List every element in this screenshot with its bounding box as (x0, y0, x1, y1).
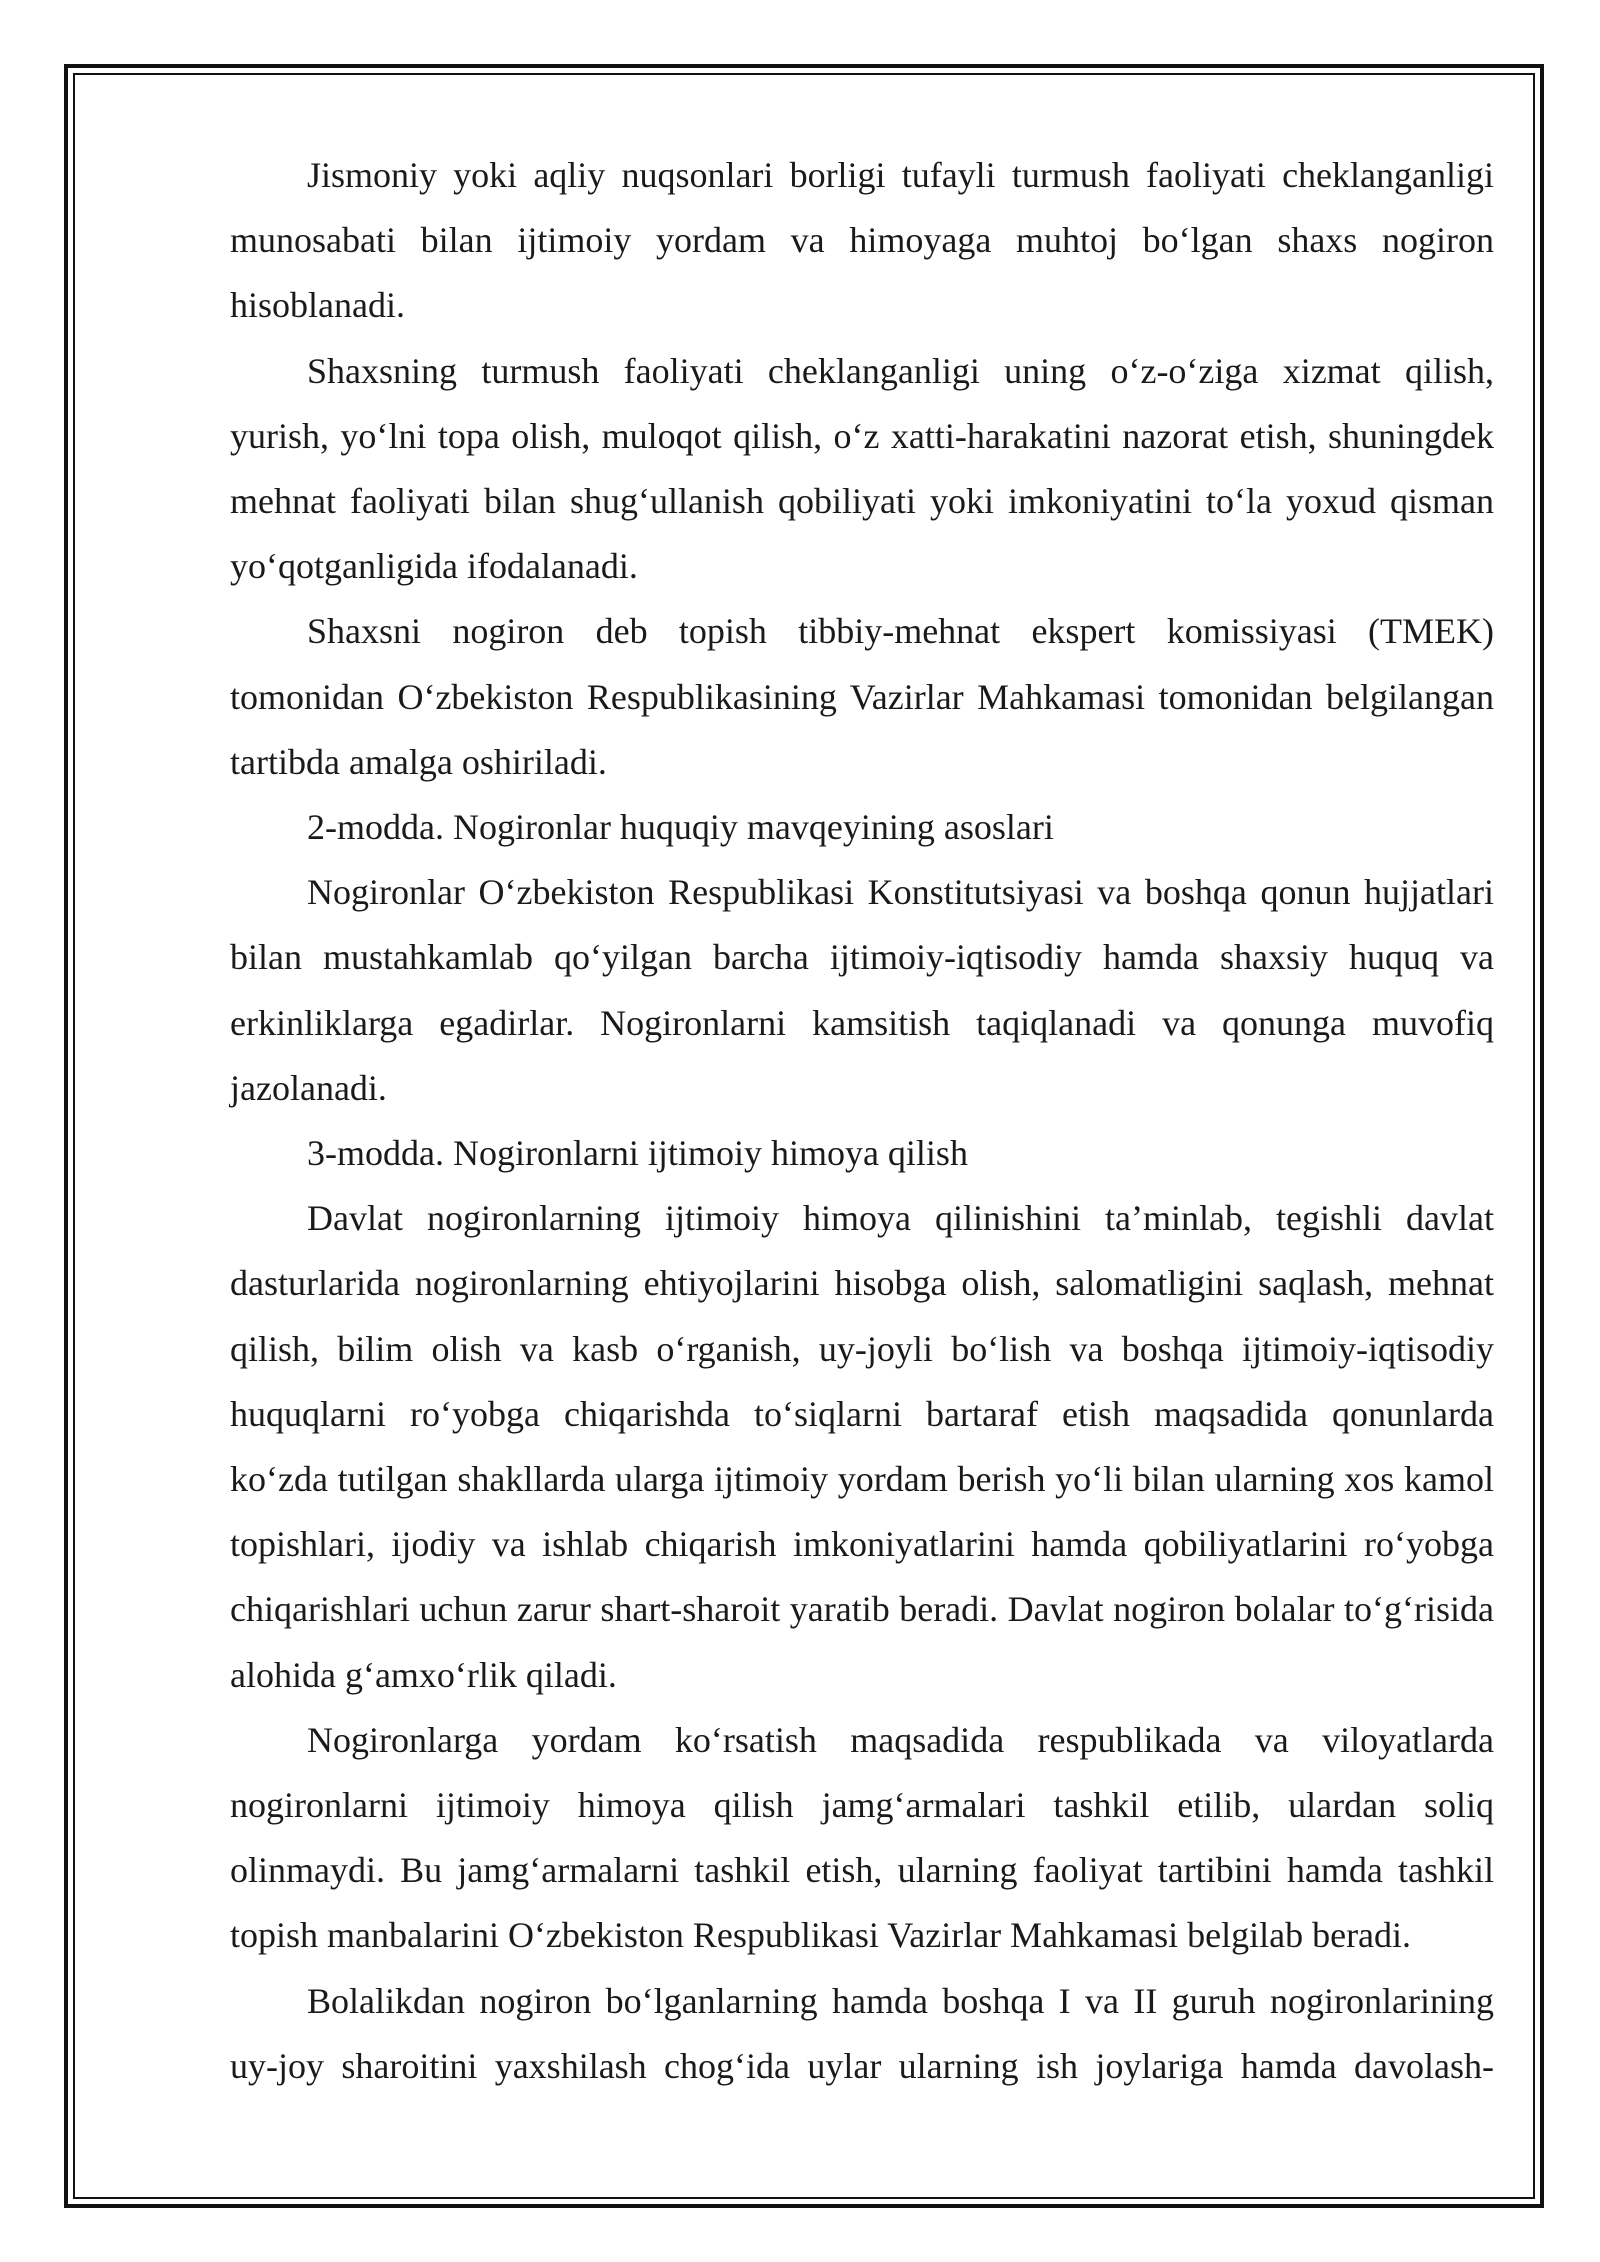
paragraph-support-funds: Nogironlarga yordam ko‘rsatish maqsadida respublikada va viloyatlarda nogironlarni ijtimoiy himoya qilish jamg‘armalari tashkil etilib, ulardan soliq olinmaydi. Bu jamg‘armalarni tashkil etish, ularning faoliyat tartibini hamda tashkil topish manbalarini O‘zbekiston Respublikasi Vazirlar Mahkamasi belgilab beradi. (230, 1719, 1494, 1956)
article-3-heading: 3-modda. Nogironlarni ijtimoiy himoya qilish (307, 1133, 968, 1174)
paragraph-state-protection: Davlat nogironlarning ijtimoiy himoya qilinishini ta’minlab, tegishli davlat dasturlarida nogironlarning ehtiyojlarini hisobga olish, salomatligini saqlash, mehnat qilish, bilim olish va kasb o‘rganish, uy-joyli bo‘lish va boshqa ijtimoiy-iqtisodiy huquqlarni ro‘yobga chiqarishda to‘siqlarni bartaraf etish maqsadida qonunlarda ko‘zda tutilgan shakllarda ularga ijtimoiy yordam berish yo‘li bilan ularning xos kamol topishlari, ijodiy va ishlab chiqarish imkoniyatlarini hamda qobiliyatlarini ro‘yobga chiqarishlari uchun zarur shart-sharoit yaratib beradi. Davlat nogiron bolalar to‘g‘risida alohida g‘amxo‘rlik qiladi. (230, 1198, 1494, 1695)
paragraph-housing-conditions: Bolalikdan nogiron bo‘lganlarning hamda boshqa I va II guruh nogironlarining uy-joy sharoitini yaxshilash chog‘ida uylar ularning ish joylariga hamda davolash- (230, 1980, 1494, 2086)
article-2-heading: 2-modda. Nogironlar huquqiy mavqeyining asoslari (307, 807, 1054, 848)
paragraph-tmek-recognition: Shaxsni nogiron deb topish tibbiy-mehnat ekspert komissiyasi (TMEK) tomonidan O‘zbekiston Respublikasining Vazirlar Mahkamasi tomonidan belgilangan tartibda amalga oshiriladi. (230, 611, 1494, 782)
paragraph-life-activity-limitation: Shaxsning turmush faoliyati cheklanganligi uning o‘z-o‘ziga xizmat qilish, yurish, yo‘lni topa olish, muloqot qilish, o‘z xatti-harakatini nazorat etish, shuningdek mehnat faoliyati bilan shug‘ullanish qobiliyati yoki imkoniyatini to‘la yoxud qisman yo‘qotganligida ifodalanadi. (230, 350, 1494, 587)
paragraph-legal-status: Nogironlar O‘zbekiston Respublikasi Konstitutsiyasi va boshqa qonun hujjatlari bilan mustahkamlab qo‘yilgan barcha ijtimoiy-iqtisodiy hamda shaxsiy huquq va erkinliklarga egadirlar. Nogironlarni kamsitish taqiqlanadi va qonunga muvofiq jazolanadi. (230, 872, 1494, 1108)
paragraph-disability-definition: Jismoniy yoki aqliy nuqsonlari borligi tufayli turmush faoliyati cheklanganligi munosabati bilan ijtimoiy yordam va himoyaga muhtoj bo‘lgan shaxs nogiron hisoblanadi. (230, 155, 1494, 326)
document-body (230, 143, 1494, 2099)
